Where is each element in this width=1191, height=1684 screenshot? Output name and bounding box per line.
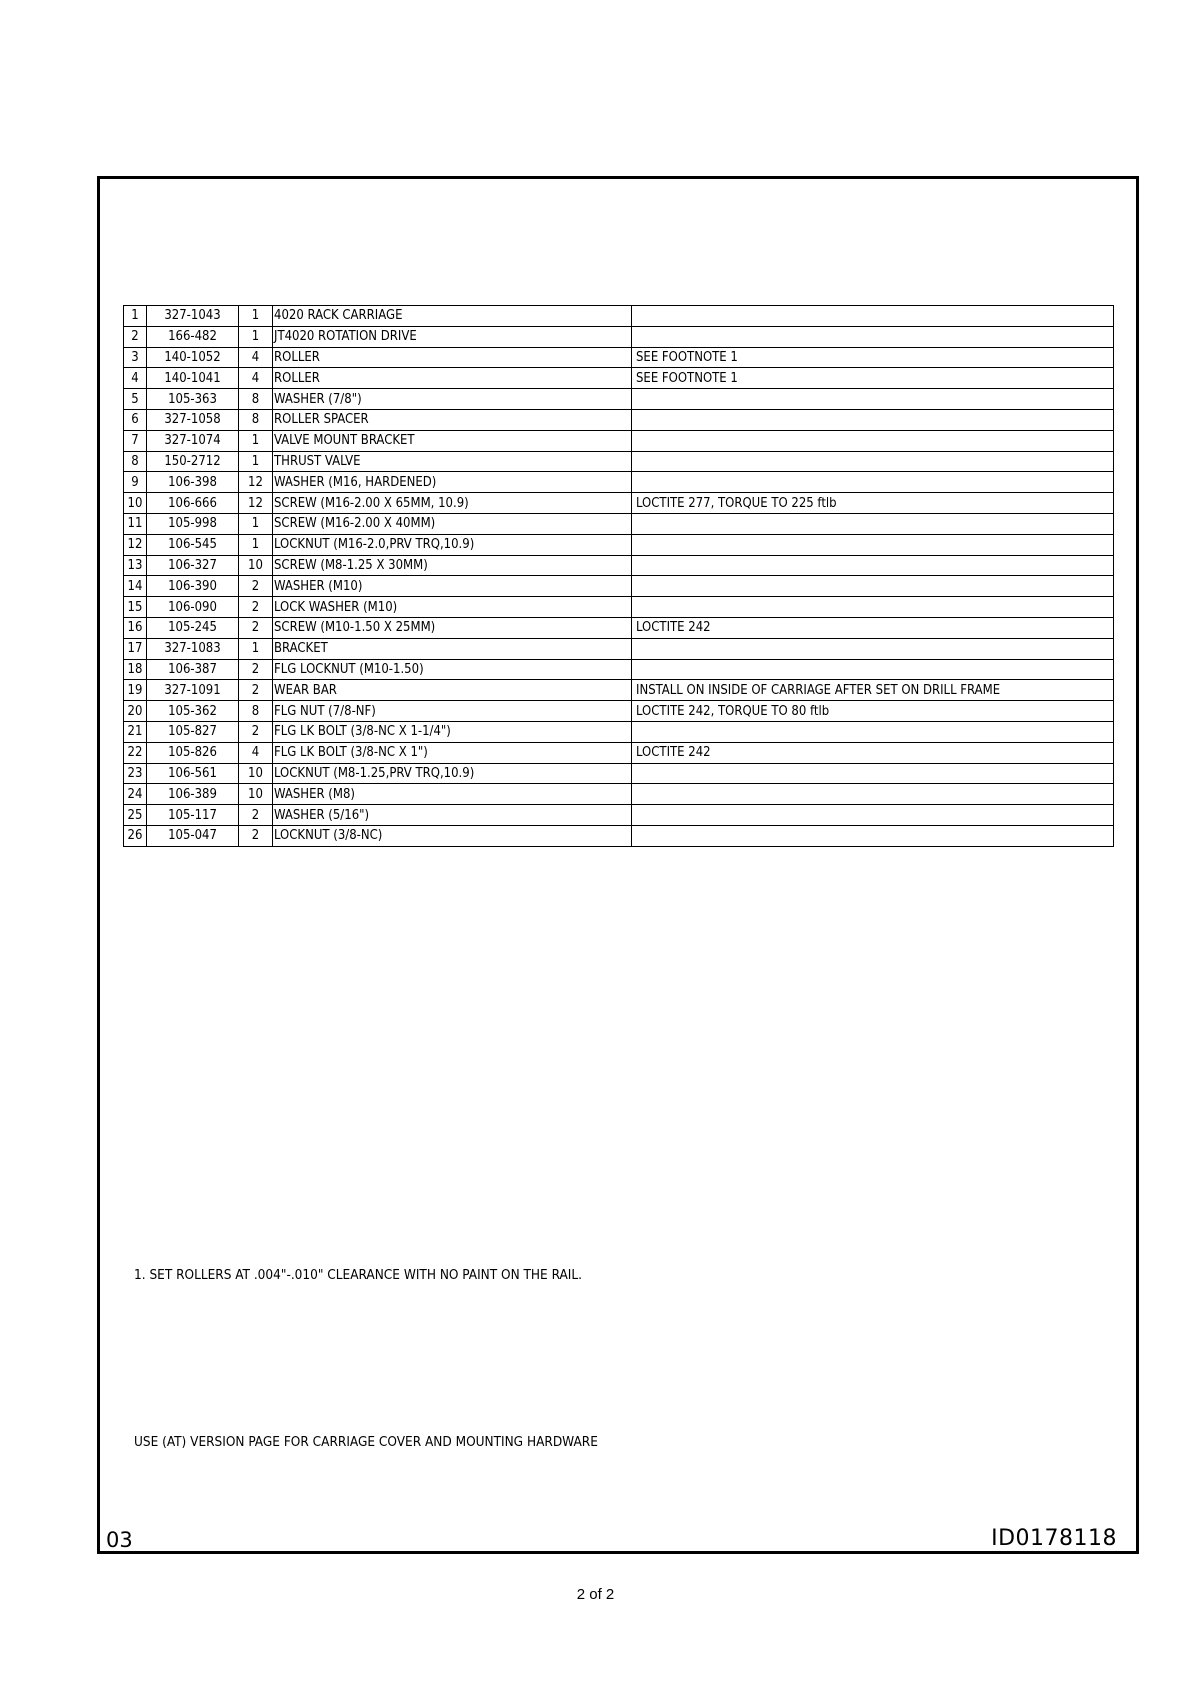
- item-number-cell: 10: [124, 493, 147, 514]
- table-row: [124, 451, 1114, 472]
- item-number-cell: 15: [124, 597, 147, 618]
- part-number-cell: 105-245: [147, 617, 239, 638]
- notes-cell: [632, 784, 1114, 805]
- notes-cell: [632, 555, 1114, 576]
- item-number-cell: 24: [124, 784, 147, 805]
- quantity-cell: 1: [239, 451, 273, 472]
- description-cell: WASHER (M10): [273, 576, 632, 597]
- notes-cell: LOCTITE 242: [632, 617, 1114, 638]
- item-number-cell: 16: [124, 617, 147, 638]
- notes-cell: [632, 472, 1114, 493]
- part-number-cell: 140-1041: [147, 368, 239, 389]
- part-number-cell: 150-2712: [147, 451, 239, 472]
- table-row: [124, 472, 1114, 493]
- quantity-cell: 12: [239, 493, 273, 514]
- footnote-1: 1. SET ROLLERS AT .004"-.010" CLEARANCE WITH NO PAINT ON THE RAIL.: [134, 1267, 582, 1283]
- description-cell: ROLLER SPACER: [273, 409, 632, 430]
- quantity-cell: 2: [239, 680, 273, 701]
- description-cell: FLG LK BOLT (3/8-NC X 1"): [273, 742, 632, 763]
- table-row: [124, 534, 1114, 555]
- item-number-cell: 22: [124, 742, 147, 763]
- quantity-cell: 10: [239, 763, 273, 784]
- item-number-cell: 13: [124, 555, 147, 576]
- table-row: [124, 409, 1114, 430]
- part-number-cell: 105-117: [147, 805, 239, 826]
- table-row: [124, 617, 1114, 638]
- description-cell: FLG LOCKNUT (M10-1.50): [273, 659, 632, 680]
- quantity-cell: 10: [239, 784, 273, 805]
- item-number-cell: 21: [124, 721, 147, 742]
- table-row: [124, 597, 1114, 618]
- notes-cell: [632, 306, 1114, 327]
- notes-cell: [632, 825, 1114, 846]
- item-number-cell: 19: [124, 680, 147, 701]
- part-number-cell: 105-047: [147, 825, 239, 846]
- description-cell: LOCK WASHER (M10): [273, 597, 632, 618]
- part-number-cell: 106-389: [147, 784, 239, 805]
- notes-cell: [632, 763, 1114, 784]
- description-cell: SCREW (M16-2.00 X 40MM): [273, 513, 632, 534]
- table-row: [124, 513, 1114, 534]
- notes-cell: [632, 451, 1114, 472]
- part-number-cell: 105-826: [147, 742, 239, 763]
- part-number-cell: 106-666: [147, 493, 239, 514]
- quantity-cell: 2: [239, 805, 273, 826]
- table-row: [124, 784, 1114, 805]
- table-row: [124, 430, 1114, 451]
- description-cell: SCREW (M16-2.00 X 65MM, 10.9): [273, 493, 632, 514]
- part-number-cell: 327-1083: [147, 638, 239, 659]
- notes-cell: [632, 326, 1114, 347]
- notes-cell: LOCTITE 242: [632, 742, 1114, 763]
- item-number-cell: 25: [124, 805, 147, 826]
- part-number-cell: 327-1074: [147, 430, 239, 451]
- notes-cell: SEE FOOTNOTE 1: [632, 347, 1114, 368]
- quantity-cell: 2: [239, 659, 273, 680]
- notes-cell: [632, 534, 1114, 555]
- description-cell: WASHER (5/16"): [273, 805, 632, 826]
- quantity-cell: 2: [239, 597, 273, 618]
- notes-cell: [632, 389, 1114, 410]
- part-number-cell: 106-561: [147, 763, 239, 784]
- notes-cell: [632, 805, 1114, 826]
- part-number-cell: 105-362: [147, 701, 239, 722]
- part-number-cell: 327-1058: [147, 409, 239, 430]
- table-row: [124, 825, 1114, 846]
- item-number-cell: 14: [124, 576, 147, 597]
- quantity-cell: 4: [239, 368, 273, 389]
- notes-cell: [632, 430, 1114, 451]
- quantity-cell: 8: [239, 389, 273, 410]
- description-cell: WEAR BAR: [273, 680, 632, 701]
- description-cell: BRACKET: [273, 638, 632, 659]
- document-id: ID0178118: [991, 1526, 1117, 1551]
- quantity-cell: 2: [239, 617, 273, 638]
- table-row: [124, 701, 1114, 722]
- quantity-cell: 8: [239, 701, 273, 722]
- table-row: [124, 555, 1114, 576]
- part-number-cell: 106-327: [147, 555, 239, 576]
- description-cell: ROLLER: [273, 347, 632, 368]
- part-number-cell: 106-090: [147, 597, 239, 618]
- notes-cell: [632, 576, 1114, 597]
- notes-cell: LOCTITE 242, TORQUE TO 80 ftlb: [632, 701, 1114, 722]
- notes-cell: [632, 409, 1114, 430]
- notes-cell: [632, 597, 1114, 618]
- item-number-cell: 12: [124, 534, 147, 555]
- table-row: [124, 742, 1114, 763]
- item-number-cell: 1: [124, 306, 147, 327]
- quantity-cell: 2: [239, 825, 273, 846]
- part-number-cell: 327-1043: [147, 306, 239, 327]
- item-number-cell: 3: [124, 347, 147, 368]
- item-number-cell: 6: [124, 409, 147, 430]
- table-row: [124, 576, 1114, 597]
- table-row: [124, 805, 1114, 826]
- part-number-cell: 105-998: [147, 513, 239, 534]
- table-row: [124, 389, 1114, 410]
- quantity-cell: 1: [239, 306, 273, 327]
- version-note: USE (AT) VERSION PAGE FOR CARRIAGE COVER AND MOUNTING HARDWARE: [134, 1434, 598, 1450]
- quantity-cell: 4: [239, 742, 273, 763]
- description-cell: VALVE MOUNT BRACKET: [273, 430, 632, 451]
- table-row: [124, 368, 1114, 389]
- table-row: [124, 721, 1114, 742]
- part-number-cell: 106-398: [147, 472, 239, 493]
- notes-cell: SEE FOOTNOTE 1: [632, 368, 1114, 389]
- description-cell: WASHER (7/8"): [273, 389, 632, 410]
- description-cell: LOCKNUT (M8-1.25,PRV TRQ,10.9): [273, 763, 632, 784]
- description-cell: WASHER (M8): [273, 784, 632, 805]
- quantity-cell: 2: [239, 576, 273, 597]
- item-number-cell: 7: [124, 430, 147, 451]
- table-row: [124, 306, 1114, 327]
- page-number: 2 of 2: [576, 1586, 615, 1603]
- quantity-cell: 4: [239, 347, 273, 368]
- description-cell: THRUST VALVE: [273, 451, 632, 472]
- notes-cell: [632, 638, 1114, 659]
- quantity-cell: 1: [239, 513, 273, 534]
- item-number-cell: 17: [124, 638, 147, 659]
- item-number-cell: 4: [124, 368, 147, 389]
- quantity-cell: 8: [239, 409, 273, 430]
- quantity-cell: 1: [239, 326, 273, 347]
- part-number-cell: 140-1052: [147, 347, 239, 368]
- table-row: [124, 347, 1114, 368]
- item-number-cell: 2: [124, 326, 147, 347]
- item-number-cell: 18: [124, 659, 147, 680]
- table-row: [124, 493, 1114, 514]
- quantity-cell: 10: [239, 555, 273, 576]
- item-number-cell: 8: [124, 451, 147, 472]
- description-cell: WASHER (M16, HARDENED): [273, 472, 632, 493]
- part-number-cell: 327-1091: [147, 680, 239, 701]
- quantity-cell: 1: [239, 534, 273, 555]
- table-row: [124, 763, 1114, 784]
- item-number-cell: 20: [124, 701, 147, 722]
- revision-number: 03: [106, 1528, 133, 1552]
- description-cell: LOCKNUT (3/8-NC): [273, 825, 632, 846]
- table-row: [124, 680, 1114, 701]
- quantity-cell: 1: [239, 430, 273, 451]
- part-number-cell: 105-827: [147, 721, 239, 742]
- item-number-cell: 5: [124, 389, 147, 410]
- description-cell: FLG NUT (7/8-NF): [273, 701, 632, 722]
- part-number-cell: 166-482: [147, 326, 239, 347]
- description-cell: 4020 RACK CARRIAGE: [273, 306, 632, 327]
- notes-cell: [632, 513, 1114, 534]
- notes-cell: INSTALL ON INSIDE OF CARRIAGE AFTER SET ON DRILL FRAME: [632, 680, 1114, 701]
- quantity-cell: 12: [239, 472, 273, 493]
- description-cell: FLG LK BOLT (3/8-NC X 1-1/4"): [273, 721, 632, 742]
- description-cell: JT4020 ROTATION DRIVE: [273, 326, 632, 347]
- part-number-cell: 105-363: [147, 389, 239, 410]
- part-number-cell: 106-390: [147, 576, 239, 597]
- description-cell: SCREW (M8-1.25 X 30MM): [273, 555, 632, 576]
- notes-cell: [632, 721, 1114, 742]
- part-number-cell: 106-545: [147, 534, 239, 555]
- part-number-cell: 106-387: [147, 659, 239, 680]
- description-cell: ROLLER: [273, 368, 632, 389]
- quantity-cell: 2: [239, 721, 273, 742]
- notes-cell: [632, 659, 1114, 680]
- quantity-cell: 1: [239, 638, 273, 659]
- notes-cell: LOCTITE 277, TORQUE TO 225 ftlb: [632, 493, 1114, 514]
- description-cell: SCREW (M10-1.50 X 25MM): [273, 617, 632, 638]
- table-row: [124, 326, 1114, 347]
- table-row: [124, 659, 1114, 680]
- table-row: [124, 638, 1114, 659]
- item-number-cell: 23: [124, 763, 147, 784]
- item-number-cell: 11: [124, 513, 147, 534]
- item-number-cell: 9: [124, 472, 147, 493]
- bill-of-materials-table: [123, 305, 1114, 847]
- description-cell: LOCKNUT (M16-2.0,PRV TRQ,10.9): [273, 534, 632, 555]
- item-number-cell: 26: [124, 825, 147, 846]
